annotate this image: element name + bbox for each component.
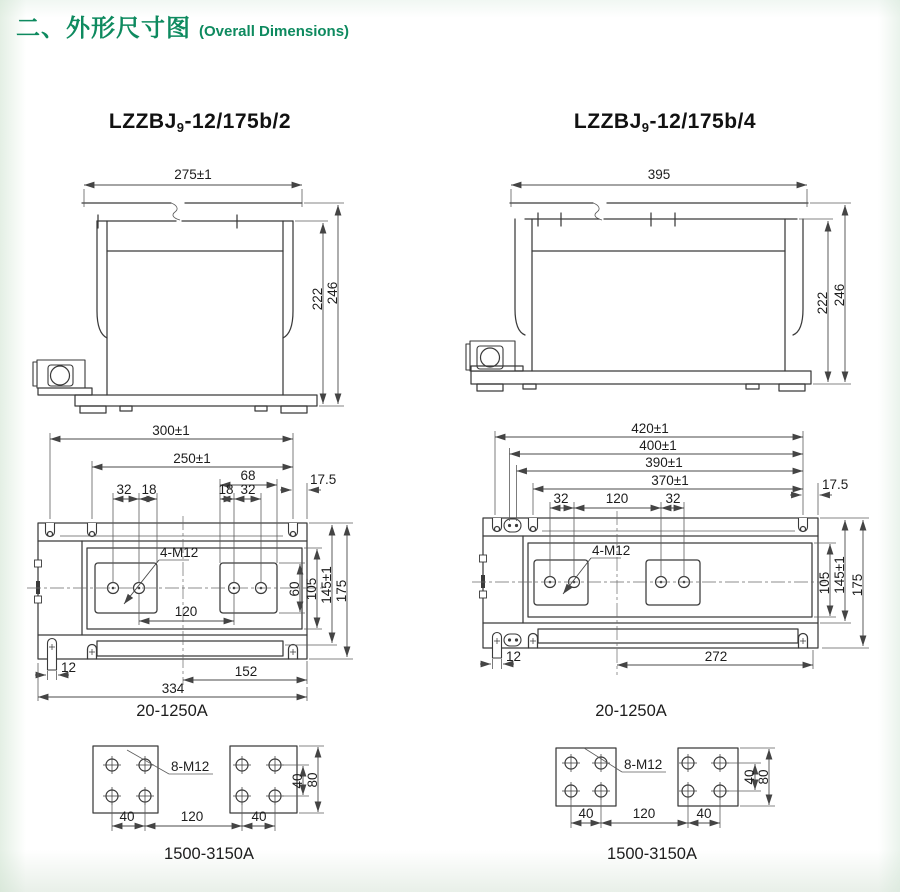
page-title-chinese: 二、外形尺寸图 <box>16 15 191 42</box>
front-right-terminal-box <box>466 341 523 371</box>
plan-left-range-label: 20-1250A <box>136 702 208 720</box>
front-left-height-total-dim: 246 <box>325 281 340 305</box>
plates-left-40-right-dim: 40 <box>251 809 267 824</box>
plates-right-40-vert-dim: 40 <box>742 769 757 785</box>
plan-left-hole18-right-dim: 18 <box>218 482 234 497</box>
plan-left-edge-offset-dim: 17.5 <box>310 472 337 487</box>
page-title-english: (Overall Dimensions) <box>199 23 350 40</box>
plan-right-400-dim: 400±1 <box>639 438 677 453</box>
plan-right-105-dim: 105 <box>817 571 832 595</box>
front-left-body <box>33 203 317 413</box>
plan-left-60-dim: 60 <box>287 581 302 597</box>
plates-left-120-dim: 120 <box>180 809 204 824</box>
plan-right-12-dim: 12 <box>506 649 522 664</box>
model-left-subscript: 9 <box>176 120 185 135</box>
front-right-dimensions <box>511 167 851 384</box>
plan-view-right-drawing <box>470 423 880 723</box>
plan-left-hole32-right-dim: 32 <box>240 482 256 497</box>
plates-left-40-vert-dim: 40 <box>290 773 305 789</box>
front-left-height-inner-dim: 222 <box>310 287 325 311</box>
model-right-suffix: -12/175b/4 <box>649 110 757 133</box>
plates-left-40-left-dim: 40 <box>119 809 135 824</box>
terminal-plates-right-drawing <box>543 733 873 875</box>
front-right-height-inner-dim: 222 <box>815 291 830 315</box>
plan-right-edge-offset-dim: 17.5 <box>822 477 849 492</box>
plan-right-390-dim: 390±1 <box>645 455 683 470</box>
plates-left-range-label: 1500-3150A <box>164 845 254 863</box>
plan-left-hole32-left-dim: 32 <box>116 482 132 497</box>
plates-right-80-dim: 80 <box>756 769 771 785</box>
plates-right-range-label: 1500-3150A <box>607 845 697 863</box>
plan-right-370-dim: 370±1 <box>651 473 689 488</box>
model-name-right <box>465 110 865 135</box>
page-title <box>16 8 349 43</box>
plan-right-420-dim: 420±1 <box>631 421 669 436</box>
plan-left-hole18-left-dim: 18 <box>141 482 157 497</box>
plan-left-105-dim: 105 <box>304 577 319 601</box>
plan-left-120-dim: 120 <box>174 604 198 619</box>
plan-right-272-dim: 272 <box>704 649 728 664</box>
front-view-left-drawing <box>30 163 360 421</box>
plan-view-left-drawing <box>25 423 370 719</box>
plan-right-120-dim: 120 <box>605 491 629 506</box>
terminal-plates-left-drawing <box>75 733 375 875</box>
plan-right-body <box>472 511 826 675</box>
plan-left-inner-span-dim: 250±1 <box>173 451 211 466</box>
plates-left-thread-label: 8-M12 <box>171 759 210 774</box>
front-right-body <box>466 203 811 391</box>
model-right-prefix: LZZBJ <box>573 110 642 133</box>
front-view-right-drawing <box>463 163 863 421</box>
model-left-suffix: -12/175b/2 <box>184 110 292 133</box>
front-left-terminal-box <box>33 360 92 395</box>
front-left-width-dim: 275±1 <box>174 167 212 182</box>
plates-right-thread-label: 8-M12 <box>624 757 663 772</box>
plates-left-body <box>93 746 297 813</box>
plan-right-thread-label: 4-M12 <box>592 543 631 558</box>
plan-right-dimensions <box>480 421 869 720</box>
plan-left-12-dim: 12 <box>61 660 77 675</box>
plates-left-80-dim: 80 <box>305 772 320 788</box>
plan-left-dimensions <box>35 423 353 720</box>
plan-right-145-dim: 145±1 <box>832 556 847 594</box>
plan-left-overall-dim: 300±1 <box>152 423 190 438</box>
plan-left-334-dim: 334 <box>161 681 185 696</box>
plan-left-152-dim: 152 <box>234 664 258 679</box>
front-right-height-total-dim: 246 <box>832 283 847 307</box>
plates-right-40-right-dim: 40 <box>696 806 712 821</box>
plan-left-175-dim: 175 <box>334 579 349 603</box>
plan-left-145-dim: 145±1 <box>319 566 334 604</box>
front-right-width-dim: 395 <box>647 167 671 182</box>
plan-right-32-left-dim: 32 <box>553 491 569 506</box>
plates-right-40-left-dim: 40 <box>578 806 594 821</box>
plates-right-120-dim: 120 <box>632 806 656 821</box>
plan-right-32-right-dim: 32 <box>665 491 681 506</box>
model-right-subscript: 9 <box>641 120 650 135</box>
plan-left-pad-dim: 68 <box>240 468 256 483</box>
model-name-left <box>30 110 370 135</box>
plan-right-175-dim: 175 <box>850 573 865 597</box>
plan-right-range-label: 20-1250A <box>595 702 667 720</box>
model-left-prefix: LZZBJ <box>108 110 177 133</box>
plan-left-thread-label: 4-M12 <box>160 545 199 560</box>
